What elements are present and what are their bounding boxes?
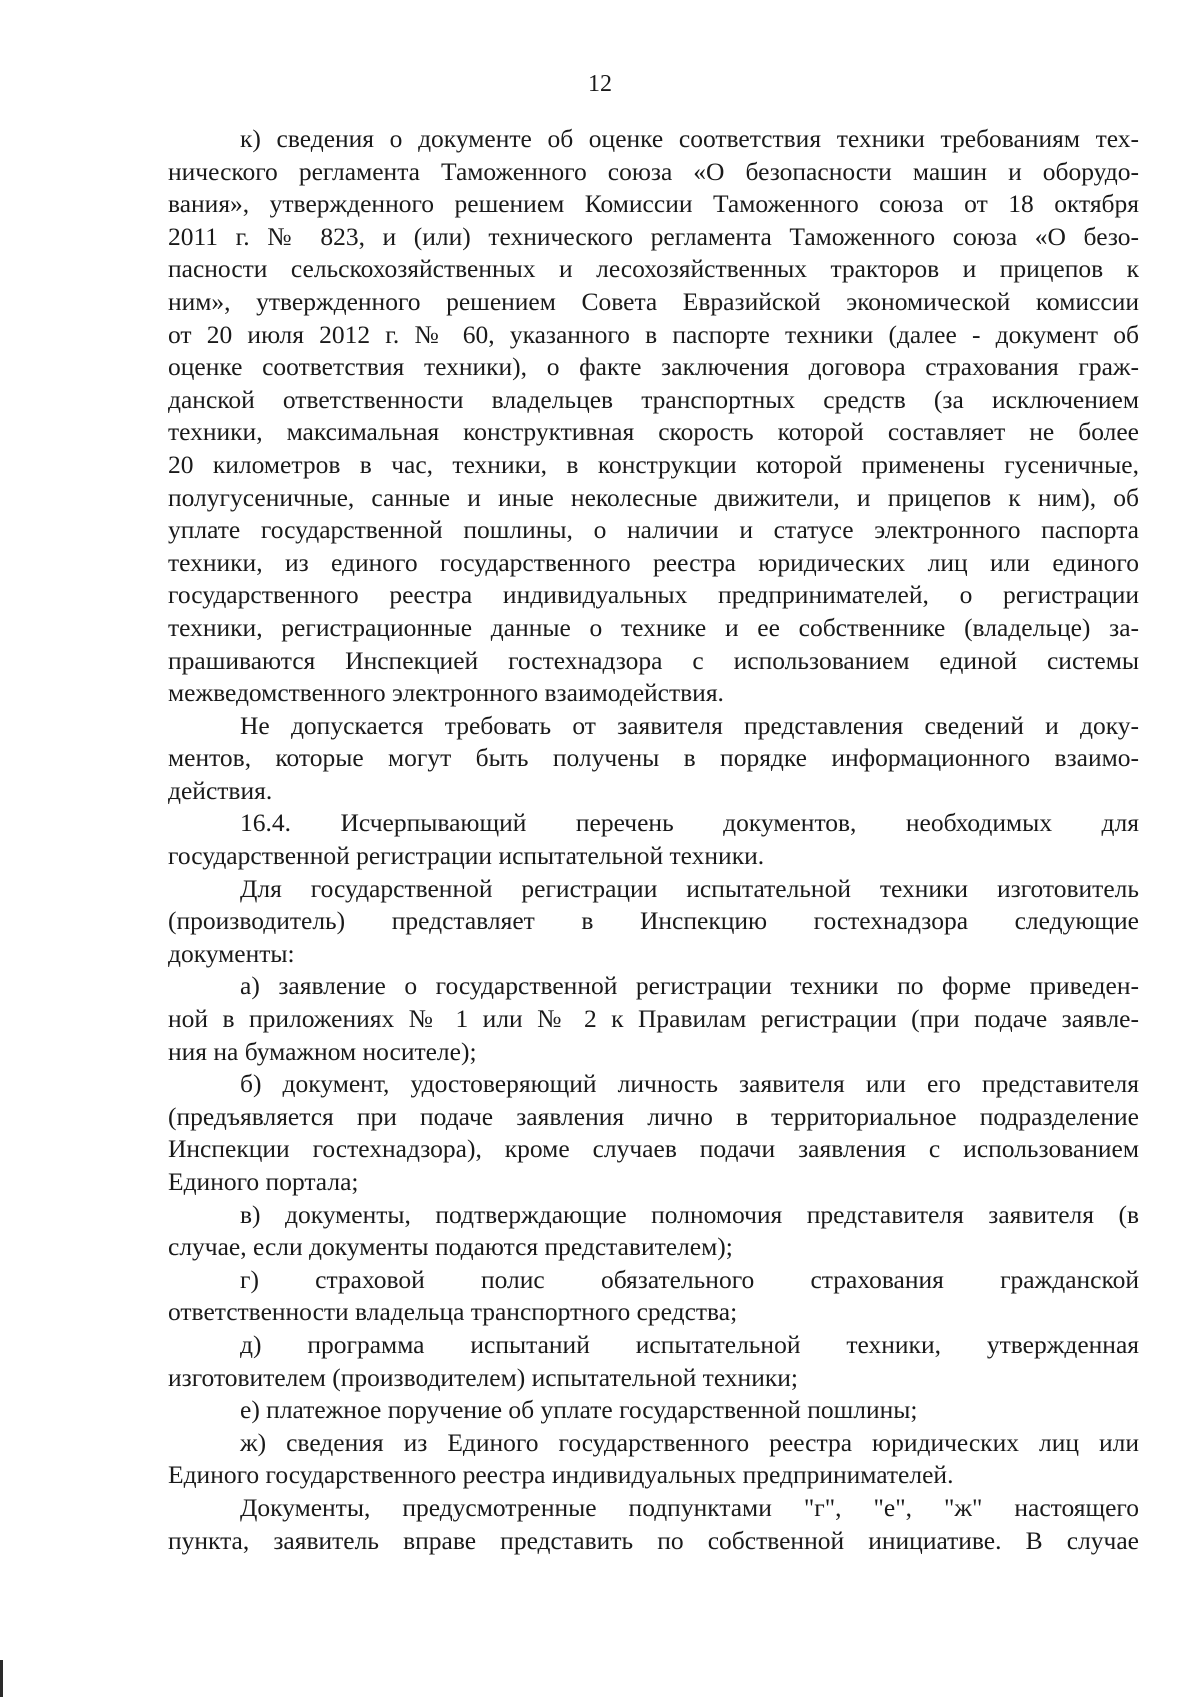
text-line: межведомственного электронного взаимодействия. <box>168 678 724 708</box>
text-line: ментов, которые могут быть получены в порядке информационного взаимо- <box>168 743 1139 773</box>
text-line: Не допускается требовать от заявителя представления сведений и доку- <box>240 710 1139 740</box>
text-line: техники, из единого государственного реестра юридических лиц или единого <box>168 547 1139 577</box>
text-line: ж) сведения из Единого государственного реестра юридических лиц или <box>240 1427 1139 1457</box>
text-line: 16.4. Исчерпывающий перечень документов, необходимых для <box>240 808 1139 838</box>
text-line: пункта, заявитель вправе представить по собственной инициативе. В случае <box>168 1525 1139 1555</box>
text-line: г) страховой полис обязательного страхования гражданской <box>240 1264 1139 1294</box>
text-line: ной в приложениях № 1 или № 2 к Правилам регистрации (при подаче заявле- <box>168 1004 1139 1034</box>
text-line: Для государственной регистрации испытательной техники изготовитель <box>240 873 1139 903</box>
text-line: Единого государственного реестра индивидуальных предпринимателей. <box>168 1460 954 1490</box>
text-line: ответственности владельца транспортного средства; <box>168 1297 738 1327</box>
text-line: вания», утвержденного решением Комиссии Таможенного союза от 18 октября <box>168 189 1139 219</box>
text-line: пасности сельскохозяйственных и лесохозяйственных тракторов и прицепов к <box>168 254 1139 284</box>
text-line: е) платежное поручение об уплате государственной пошлины; <box>240 1395 918 1425</box>
text-line: Инспекции гостехнадзора), кроме случаев подачи заявления с использованием <box>168 1134 1139 1164</box>
text-line: полугусеничные, санные и иные неколесные движители, и прицепов к ним), об <box>168 482 1139 512</box>
text-line: нического регламента Таможенного союза «О безопасности машин и оборудо- <box>168 156 1139 186</box>
text-line: оценке соответствия техники), о факте заключения договора страхования граж- <box>168 352 1139 382</box>
text-line: данской ответственности владельцев транспортных средств (за исключением <box>168 384 1139 414</box>
text-line: (производитель) представляет в Инспекцию гостехнадзора следующие <box>168 906 1139 936</box>
text-line: случае, если документы подаются представителем); <box>168 1232 733 1262</box>
text-line: уплате государственной пошлины, о наличии и статусе электронного паспорта <box>168 515 1139 545</box>
text-line: ния на бумажном носителе); <box>168 1036 477 1066</box>
text-line: техники, максимальная конструктивная скорость которой составляет не более <box>168 417 1139 447</box>
text-line: б) документ, удостоверяющий личность заявителя или его представителя <box>240 1069 1139 1099</box>
page-number: 12 <box>588 71 612 97</box>
text-line: а) заявление о государственной регистрации техники по форме приведен- <box>240 971 1139 1001</box>
text-line: д) программа испытаний испытательной техники, утвержденная <box>240 1329 1139 1359</box>
text-line: Единого портала; <box>168 1167 359 1196</box>
text-line: документы: <box>168 938 295 968</box>
text-line: 2011 г. № 823, и (или) технического регламента Таможенного союза «О безо- <box>168 221 1139 251</box>
scan-edge-mark <box>0 1660 3 1697</box>
text-line: к) сведения о документе об оценке соответствия техники требованиям тех- <box>240 124 1139 153</box>
body-text <box>168 123 1139 1557</box>
text-line: Документы, предусмотренные подпунктами "г", "е", "ж" настоящего <box>240 1492 1139 1522</box>
text-line: в) документы, подтверждающие полномочия представителя заявителя (в <box>240 1199 1139 1229</box>
text-line: государственной регистрации испытательной техники. <box>168 841 765 871</box>
text-line: изготовителем (производителем) испытательной техники; <box>168 1362 798 1392</box>
text-line: государственного реестра индивидуальных предпринимателей, о регистрации <box>168 580 1139 610</box>
text-line: действия. <box>168 775 273 805</box>
text-line: ним», утвержденного решением Совета Евразийской экономической комиссии <box>168 286 1139 316</box>
text-line: (предъявляется при подаче заявления лично в территориальное подразделение <box>168 1101 1139 1131</box>
text-line: 20 километров в час, техники, в конструкции которой применены гусеничные, <box>168 449 1139 479</box>
text-line: от 20 июля 2012 г. № 60, указанного в паспорте техники (далее - документ об <box>168 319 1139 349</box>
text-line: техники, регистрационные данные о технике и ее собственнике (владельце) за- <box>168 612 1139 642</box>
text-line: прашиваются Инспекцией гостехнадзора с использованием единой системы <box>168 645 1139 675</box>
